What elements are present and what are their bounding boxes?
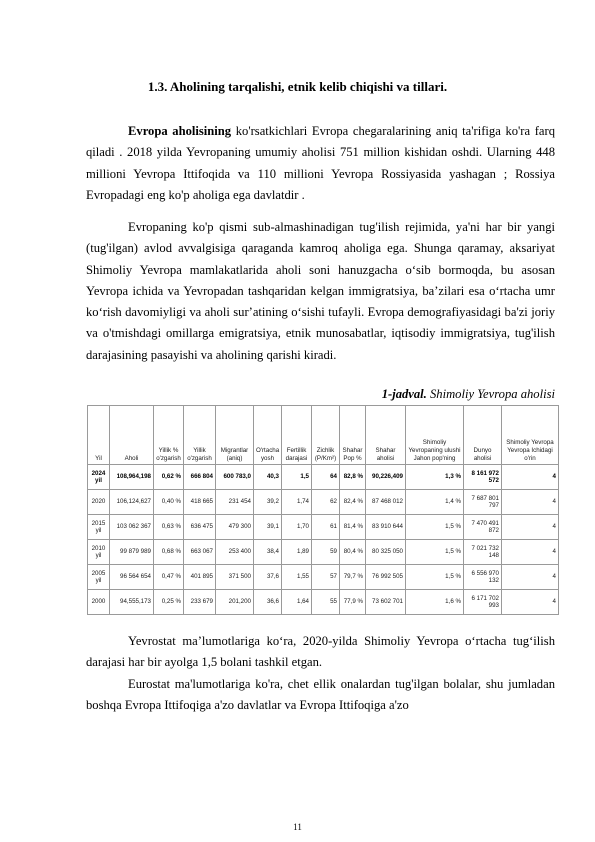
table-cell: 94,555,173 xyxy=(110,590,154,615)
table-cell: 8 161 972 572 xyxy=(464,465,502,490)
table-cell: 2015 yil xyxy=(88,515,110,540)
table-cell: 57 xyxy=(312,565,340,590)
table-cell: 479 300 xyxy=(216,515,254,540)
table-cell: 4 xyxy=(502,590,559,615)
table-cell: 1,3 % xyxy=(406,465,464,490)
page-number: 11 xyxy=(293,822,302,832)
table-row xyxy=(88,565,559,590)
table-cell: 4 xyxy=(502,565,559,590)
table-cell: 64 xyxy=(312,465,340,490)
table-cell: 1,70 xyxy=(282,515,312,540)
table-cell: 0,68 % xyxy=(154,540,184,565)
table-cell: 80,4 % xyxy=(340,540,366,565)
table-cell: 600 783,0 xyxy=(216,465,254,490)
header-cell: Yillik % o'zgarish xyxy=(154,406,184,465)
header-cell: Fertillik darajasi xyxy=(282,406,312,465)
table-cell: 76 992 505 xyxy=(366,565,406,590)
header-cell: Yil xyxy=(88,406,110,465)
table-cell: 1,89 xyxy=(282,540,312,565)
table-cell: 253 400 xyxy=(216,540,254,565)
table-cell: 62 xyxy=(312,490,340,515)
table-cell: 83 910 644 xyxy=(366,515,406,540)
table-row xyxy=(88,540,559,565)
table-cell: 1,5 % xyxy=(406,565,464,590)
population-table xyxy=(87,405,559,615)
header-cell: O'rtacha yosh xyxy=(254,406,282,465)
table-cell: 96 564 654 xyxy=(110,565,154,590)
table-cell: 2024 yil xyxy=(88,465,110,490)
table-cell: 2005 yil xyxy=(88,565,110,590)
section-heading: 1.3. Aholining tarqalishi, etnik kelib chiqishi va tillari. xyxy=(147,79,448,94)
table-caption xyxy=(382,387,555,402)
table-cell: 1,6 % xyxy=(406,590,464,615)
table-cell: 87 468 012 xyxy=(366,490,406,515)
table-cell: 2010 yil xyxy=(88,540,110,565)
table-cell: 666 804 xyxy=(184,465,216,490)
header-cell: Shimoliy Yevropa Yevropa Ichidagi o'rin xyxy=(502,406,559,465)
header-cell: Aholi xyxy=(110,406,154,465)
table-cell: 1,4 % xyxy=(406,490,464,515)
paragraph-1-lead: Evropa aholisining xyxy=(128,124,232,138)
paragraph-4: Eurostat ma'lumotlariga ko'ra, chet ellik onalardan tug'ilgan bolalar, shu jumladan boshqa Evropa Ittifoqiga a'zo davlatlar va Evropa Ittifoqiga a'zo xyxy=(86,677,555,713)
table-cell: 40,3 xyxy=(254,465,282,490)
paragraph-3: Yevrostat maʼlumotlariga koʻra, 2020-yilda Shimoliy Yevropa oʻrtacha tugʻilish darajasi har bir ayolga 1,5 bolani tashkil etgan. xyxy=(86,634,555,670)
table-cell: 39,1 xyxy=(254,515,282,540)
table-cell: 59 xyxy=(312,540,340,565)
table-caption-label: 1-jadval. xyxy=(381,387,427,401)
table-cell: 201,200 xyxy=(216,590,254,615)
table-cell: 4 xyxy=(502,540,559,565)
table-cell: 7 687 801 797 xyxy=(464,490,502,515)
header-cell: Zichlik (P/Km²) xyxy=(312,406,340,465)
table-cell: 103 062 367 xyxy=(110,515,154,540)
table-cell: 6 171 702 993 xyxy=(464,590,502,615)
table-cell: 2020 xyxy=(88,490,110,515)
table-cell: 4 xyxy=(502,490,559,515)
table-cell: 37,6 xyxy=(254,565,282,590)
table-cell: 0,40 % xyxy=(154,490,184,515)
table-row xyxy=(88,490,559,515)
table-cell: 418 665 xyxy=(184,490,216,515)
table-cell: 233 679 xyxy=(184,590,216,615)
table-cell: 0,25 % xyxy=(154,590,184,615)
header-cell: Migrantlar (aniq) xyxy=(216,406,254,465)
table-cell: 55 xyxy=(312,590,340,615)
header-cell: Yillik o'zgarish xyxy=(184,406,216,465)
table-cell: 82,4 % xyxy=(340,490,366,515)
table-cell: 80 325 050 xyxy=(366,540,406,565)
paragraph-2: Evropaning ko'p qismi sub-almashinadigan tug'ilish rejimida, ya'ni har bir yangi (tug'ilgan) avlod avvalgisiga qaraganda kamroq aholiga ega. Shunga qaramay, aksariyat Shimoliy Yevropa mamlakatlarida aholi soni hanuzgacha oʻsib bormoqda, bu asosan Yevropa ichida va Yevropadan tashqaridan kelgan immigratsiya, baʼzilari esa oʻrtacha umr koʻrish davomiyligi va aholi surʼatining oʻsishi tufayli. Evropa demografiyasidagi ba'zi joriy va o'tmishdagi omillarga emigratsiya, etnik munosabatlar, iqtisodiy immigratsiya, tug'ilish darajasining pasayishi va aholining qarishi kiradi. xyxy=(86,220,555,362)
paragraph-1-text: ko'rsatkichlari Evropa chegaralarining aniq ta'rifiga ko'ra farq qiladi . 2018 yilda Yevropaning umumiy aholisi 751 million kishidan oshdi. Ularning 448 millioni Yevropa Ittifoqida va 110 millioni Yevropa Rossiyasida yashagan ; Rossiya Evropadagi eng ko'p aholiga ega davlatdir . xyxy=(86,124,556,202)
table-cell: 1,5 xyxy=(282,465,312,490)
table-cell: 108,964,198 xyxy=(110,465,154,490)
table-cell: 79,7 % xyxy=(340,565,366,590)
table-header-row xyxy=(88,406,559,465)
table-cell: 1,55 xyxy=(282,565,312,590)
table-cell: 38,4 xyxy=(254,540,282,565)
header-cell: Shimoliy Yevropaning ulushi Jahon pop'ning xyxy=(406,406,464,465)
table-cell: 90,226,409 xyxy=(366,465,406,490)
header-cell: Shahar Pop % xyxy=(340,406,366,465)
table-cell: 81,4 % xyxy=(340,515,366,540)
table-cell: 371 500 xyxy=(216,565,254,590)
table-cell: 106,124,627 xyxy=(110,490,154,515)
table-cell: 636 475 xyxy=(184,515,216,540)
table-cell: 1,74 xyxy=(282,490,312,515)
table-cell: 77,9 % xyxy=(340,590,366,615)
paragraph-1 xyxy=(86,121,555,206)
table-row xyxy=(88,590,559,615)
table-row xyxy=(88,515,559,540)
table-cell: 6 556 970 132 xyxy=(464,565,502,590)
table-cell: 73 602 701 xyxy=(366,590,406,615)
table-cell: 2000 xyxy=(88,590,110,615)
table-cell: 61 xyxy=(312,515,340,540)
table-cell: 4 xyxy=(502,515,559,540)
table-cell: 1,5 % xyxy=(406,540,464,565)
header-cell: Shahar aholisi xyxy=(366,406,406,465)
table-cell: 401 895 xyxy=(184,565,216,590)
table-cell: 0,62 % xyxy=(154,465,184,490)
table-cell: 82,8 % xyxy=(340,465,366,490)
table-cell: 663 067 xyxy=(184,540,216,565)
table-cell: 4 xyxy=(502,465,559,490)
table-cell: 7 021 732 148 xyxy=(464,540,502,565)
header-cell: Dunyo aholisi xyxy=(464,406,502,465)
table-row xyxy=(88,465,559,490)
table-cell: 0,63 % xyxy=(154,515,184,540)
table-cell: 39,2 xyxy=(254,490,282,515)
table-cell: 1,64 xyxy=(282,590,312,615)
table-cell: 36,6 xyxy=(254,590,282,615)
table-caption-title: Shimoliy Yevropa aholisi xyxy=(426,387,555,401)
table-cell: 0,47 % xyxy=(154,565,184,590)
table-cell: 7 470 491 872 xyxy=(464,515,502,540)
table-cell: 99 879 989 xyxy=(110,540,154,565)
table-cell: 1,5 % xyxy=(406,515,464,540)
table-cell: 231 454 xyxy=(216,490,254,515)
